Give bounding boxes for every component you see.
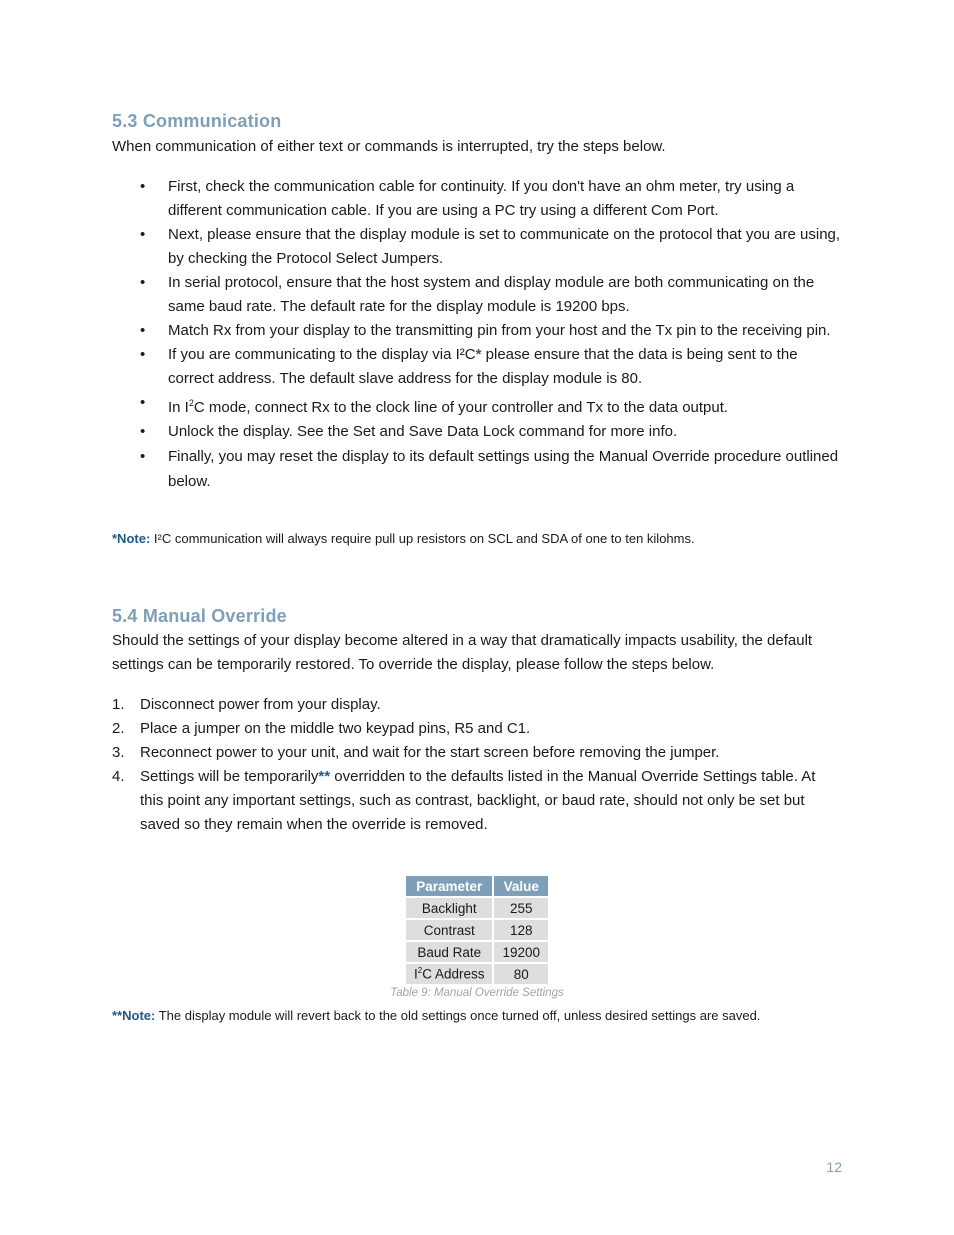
list-item [112,420,842,444]
bullet-icon: • [140,226,146,243]
list-item [112,693,842,717]
note-label: **Note: [112,1008,156,1023]
bullet-icon: • [140,448,146,465]
list-item [112,765,842,837]
footnote-marker: * [475,346,482,363]
superscript: 2 [417,966,423,976]
list-item [112,175,842,223]
step-text: Reconnect power to your unit, and wait for the start screen before removing the jumper. [140,744,720,761]
cell-text: C Address [422,966,485,982]
list-item-text: Finally, you may reset the display to its default settings using the Manual Override procedure outlined below. [168,448,839,490]
cell-parameter: Contrast [406,920,493,940]
note-text: The display module will revert back to the old settings once turned off, unless desired settings are saved. [155,1008,761,1023]
bullet-icon: • [140,394,146,411]
list-item [112,343,842,391]
bullet-icon: • [140,423,146,440]
superscript: 2 [188,398,194,408]
cell-value: 128 [494,920,548,940]
bullet-icon: • [140,178,146,195]
list-item [112,223,842,271]
note-label: *Note: [112,531,151,546]
communication-steps-list [112,175,842,494]
step-text: overridden to the defaults listed in the Manual Override Settings table. At this point any important settings, such as contrast, backlight, or baud rate, should not only be set but saved so they remain when the override is removed. [140,768,816,833]
column-header-value: Value [494,876,548,896]
list-item [112,444,842,494]
list-item-text-tail: please ensure that the data is being sent to the [481,346,798,363]
section-heading-manual-override: 5.4 Manual Override [112,606,287,626]
list-item-text: C mode, connect Rx to the clock line of your controller and Tx to the data output. [193,399,729,416]
list-item [112,271,842,319]
list-item-text: In serial protocol, ensure that the host system and display module are both communicating on the same baud rate. The default rate for the display module is 19200 bps. [168,274,815,315]
table-row [406,964,548,984]
list-item-text: correct address. The default slave address for the display module is 80. [168,370,643,387]
step-number: 3. [112,744,125,761]
table-row [406,942,548,962]
column-header-parameter: Parameter [406,876,493,896]
manual-override-settings-table [404,874,550,986]
step-number: 4. [112,768,125,785]
cell-value: 255 [494,898,548,918]
list-item-text: Match Rx from your display to the transmitting pin from your host and the Tx pin to the receiving pin. [168,322,831,339]
table-caption: Table 9: Manual Override Settings [390,987,564,999]
communication-intro: When communication of either text or commands is interrupted, try the steps below. [112,138,666,155]
note-i2c [112,530,842,548]
table-row [406,898,548,918]
list-item-text: Next, please ensure that the display module is set to communicate on the protocol that you are using, by checking the Protocol Select Jumpers. [168,226,841,267]
page-number: 12 [826,1159,842,1175]
bullet-icon: • [140,322,146,339]
cell-value: 80 [494,964,548,984]
manual-override-intro: Should the settings of your display become altered in a way that dramatically impacts usability, the default settings can be temporarily restored. To override the display, please follow the steps below. [112,632,813,673]
list-item-text-lead: If you are communicating to the display via I²C [168,346,476,363]
step-number: 2. [112,720,125,737]
cell-parameter [406,964,493,984]
section-heading-communication: 5.3 Communication [112,111,282,131]
step-text: Place a jumper on the middle two keypad pins, R5 and C1. [140,720,531,737]
list-item [112,741,842,765]
cell-value: 19200 [494,942,548,962]
step-number: 1. [112,696,125,713]
note-revert [112,1007,842,1025]
table-row [406,920,548,940]
cell-parameter: Backlight [406,898,493,918]
settings-table-wrapper [112,874,842,999]
cell-parameter: Baud Rate [406,942,493,962]
list-item-text-lead: In I [168,399,189,416]
note-text: I²C communication will always require pull up resistors on SCL and SDA of one to ten kilohms. [150,531,695,546]
bullet-icon: • [140,346,146,363]
step-text-lead: Settings will be temporarily [140,768,319,785]
table-header-row [406,876,548,896]
step-text: Disconnect power from your display. [140,696,381,713]
cell-text-lead: I [413,966,418,982]
list-item [112,717,842,741]
list-item [112,319,842,343]
footnote-marker: ** [318,768,331,785]
list-item-text: First, check the communication cable for continuity. If you don't have an ohm meter, try using a different communication cable. If you are using a PC try using a different Com Port. [168,178,795,219]
bullet-icon: • [140,274,146,291]
manual-override-steps-list [112,693,842,837]
list-item-text: Unlock the display. See the Set and Save Data Lock command for more info. [168,423,678,440]
list-item [112,391,842,420]
